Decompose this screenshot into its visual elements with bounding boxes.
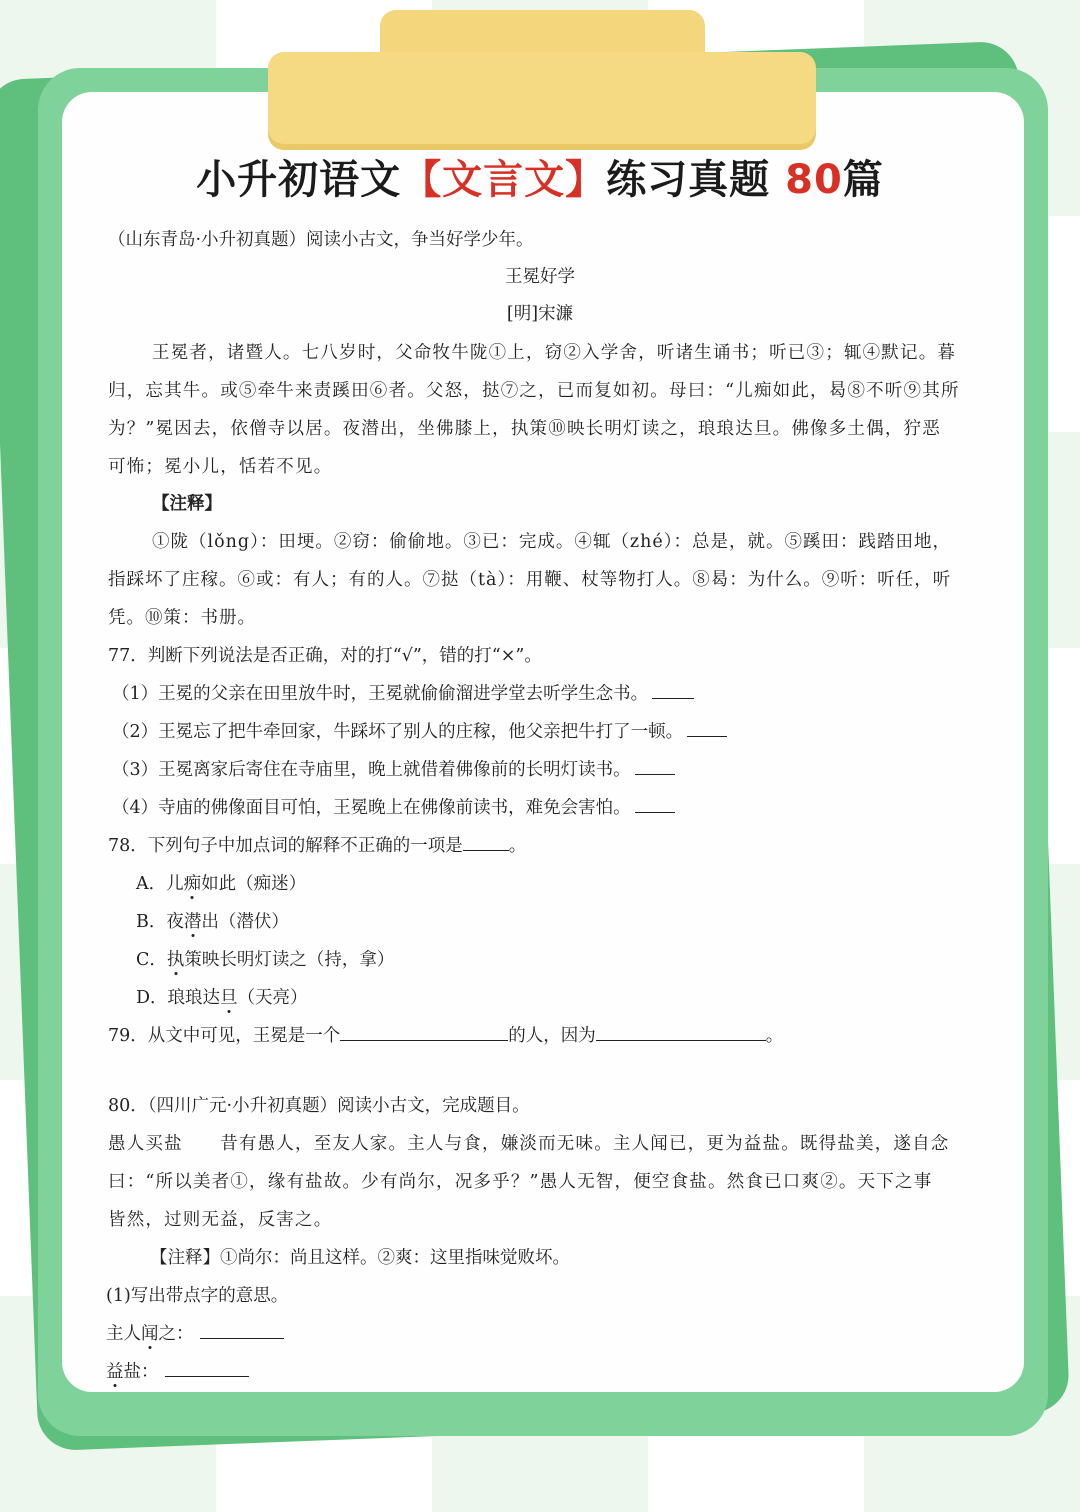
clipboard-clip — [268, 52, 816, 144]
page-title: 小升初语文【文言文】练习真题 80篇 — [196, 157, 884, 203]
passage1-intro: （山东青岛·小升初真题）阅读小古文，争当好学少年。 — [108, 230, 534, 250]
question-77-item: （3）王冕离家后寄住在寺庙里，晚上就借着佛像前的长明灯读书。 — [112, 756, 675, 781]
passage2-notes: 【注释】①尚尔：尚且这样。②爽：这里指味觉败坏。 — [150, 1248, 570, 1268]
passage1-text-line: 可怖；冕小儿，恬若不见。 — [108, 457, 333, 477]
answer-blank[interactable] — [340, 1023, 508, 1042]
passage1-note-line: 指踩坏了庄稼。⑥或：有人；有的人。⑦挞（tà）：用鞭、杖等物打人。⑧曷：为什么。⑨听：听任，听 — [108, 570, 952, 590]
question-78-option-b: B．夜潜出（潜伏） — [136, 912, 289, 932]
answer-blank[interactable] — [200, 1321, 284, 1340]
passage1-text-line: 归，忘其牛。或⑤牵牛来责蹊田⑥者。父怒，挞⑦之，已而复如初。母曰：“儿痴如此，曷⑧不听⑨其所 — [108, 381, 960, 401]
question-80-stem: 80．（四川广元·小升初真题）阅读小古文，完成题目。 — [108, 1096, 530, 1116]
passage1-author: [明]宋濂 — [506, 304, 574, 324]
answer-blank[interactable] — [635, 757, 675, 776]
passage1-text-line: 王冕者，诸暨人。七八岁时，父命牧牛陇①上，窃②入学舍，听诸生诵书；听已③；辄④默记。暮 — [152, 343, 957, 363]
answer-blank[interactable] — [635, 795, 675, 814]
question-78-option-c: C．执策映长明灯读之（持，拿） — [136, 950, 395, 970]
answer-blank[interactable] — [596, 1023, 766, 1042]
passage1-notes-label: 【注释】 — [152, 494, 222, 514]
question-80-word2: 益盐： — [106, 1358, 249, 1383]
question-80-sub1: (1)写出带点字的意思。 — [106, 1286, 289, 1306]
passage1-note-line: ①陇（lǒng）：田埂。②窃：偷偷地。③已：完成。④辄（zhé）：总是，就。⑤蹊田：践踏田地， — [152, 532, 951, 552]
passage2-text-line: 皆然，过则无益，反害之。 — [108, 1210, 333, 1230]
question-77-item: （4）寺庙的佛像面目可怕，王冕晚上在佛像前读书，难免会害怕。 — [112, 794, 675, 819]
question-77-item: （2）王冕忘了把牛牵回家，牛踩坏了别人的庄稼，他父亲把牛打了一顿。 — [112, 718, 727, 743]
passage2-text-line: 曰：“所以美者①，缘有盐故。少有尚尔，况多乎？”愚人无智，便空食盐。然食已口爽②。天下之事 — [108, 1172, 933, 1192]
answer-blank[interactable] — [463, 833, 509, 852]
passage1-note-line: 凭。⑩策：书册。 — [108, 608, 256, 628]
question-78-option-d: D．琅琅达旦（天亮） — [136, 988, 308, 1008]
question-79: 79．从文中可见，王冕是一个 的人，因为 。 — [108, 1022, 783, 1047]
question-78-stem: 78．下列句子中加点词的解释不正确的一项是 。 — [108, 832, 526, 857]
question-77-stem: 77．判断下列说法是否正确，对的打“√”，错的打“×”。 — [108, 646, 542, 666]
passage1-heading: 王冕好学 — [505, 267, 575, 287]
passage1-text-line: 为？”冕因去，依僧寺以居。夜潜出，坐佛膝上，执策⑩映长明灯读之，琅琅达旦。佛像多土偶，狞恶 — [108, 419, 941, 439]
answer-blank[interactable] — [165, 1359, 249, 1378]
question-78-option-a: A．儿痴如此（痴迷） — [136, 874, 307, 894]
answer-blank[interactable] — [687, 719, 727, 738]
question-80-word1: 主人闻之： — [106, 1320, 284, 1345]
question-77-item: （1）王冕的父亲在田里放牛时，王冕就偷偷溜进学堂去听学生念书。 — [112, 680, 694, 705]
answer-blank[interactable] — [652, 681, 694, 700]
passage2-text-line: 愚人买盐 昔有愚人，至友人家。主人与食，嫌淡而无味。主人闻已，更为益盐。既得盐美，遂自念 — [108, 1134, 950, 1154]
